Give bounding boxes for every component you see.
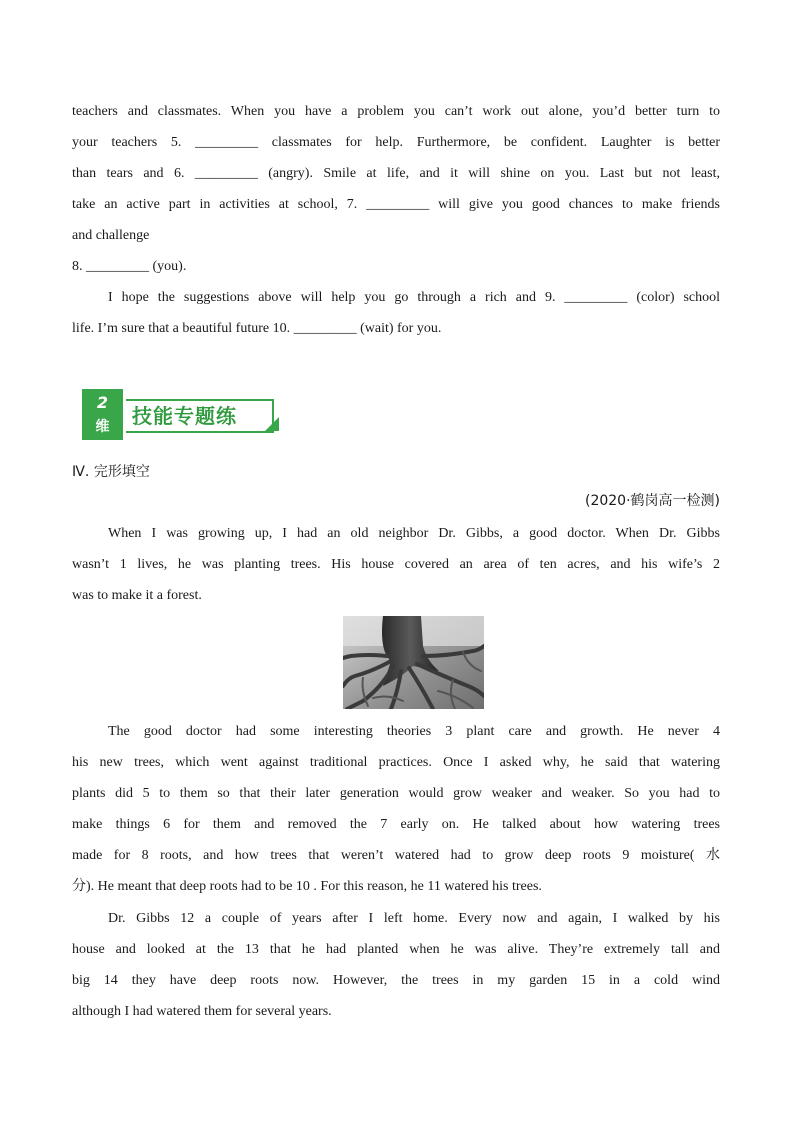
text-line: take an active part in activities at school, 7. _________ will give you good chances to make friends: [72, 197, 720, 212]
text-line: than tears and 6. _________ (angry). Smile at life, and it will shine on you. Last but not least,: [72, 166, 720, 181]
text-line: big 14 they have deep roots now. However, the trees in my garden 15 in a cold wind: [72, 973, 720, 988]
text-line: house and looked at the 13 that he had planted when he was alive. They’re extremely tall and: [72, 942, 720, 957]
badge-tag: [82, 389, 123, 440]
badge-title: 技能专题练: [132, 404, 237, 428]
text-line: 分). He meant that deep roots had to be 10 . For this reason, he 11 watered his trees.: [72, 879, 542, 894]
text-line: made for 8 roots, and how trees that weren’t watered had to grow deep roots 9 moisture( 水: [72, 848, 720, 863]
text-line: The good doctor had some interesting theories 3 plant care and growth. He never 4: [108, 724, 720, 739]
text-line: wasn’t 1 lives, he was planting trees. His house covered an area of ten acres, and his wife’s 2: [72, 557, 720, 572]
badge-dimension: 维: [95, 419, 110, 435]
text-line: Dr. Gibbs 12 a couple of years after I left home. Every now and again, I walked by his: [108, 911, 720, 926]
passage-top: [72, 96, 720, 344]
text-line: I hope the suggestions above will help you go through a rich and 9. _________ (color) school: [108, 290, 720, 305]
cloze-paragraph-2: [72, 716, 720, 902]
text-line: make things 6 for them and removed the 7 early on. He talked about how watering trees: [72, 817, 720, 832]
text-line: his new trees, which went against traditional practices. Once I asked why, he said that watering: [72, 755, 720, 770]
badge-corner-icon: [265, 417, 279, 431]
text-line: your teachers 5. _________ classmates for help. Furthermore, be confident. Laughter is better: [72, 135, 720, 150]
cloze-paragraph-1: [72, 518, 720, 611]
tree-roots-image: [343, 616, 484, 709]
badge-title-bar: [126, 399, 274, 433]
tree-roots-photo: [343, 616, 484, 709]
text-line: and challenge: [72, 228, 150, 243]
text-line: life. I’m sure that a beautiful future 10. _________ (wait) for you.: [72, 321, 442, 336]
text-line: When I was growing up, I had an old neighbor Dr. Gibbs, a good doctor. When Dr. Gibbs: [108, 526, 720, 541]
text-line: teachers and classmates. When you have a problem you can’t work out alone, you’d better turn to: [72, 104, 720, 119]
text-line: although I had watered them for several years.: [72, 1004, 332, 1019]
text-line: 8. _________ (you).: [72, 259, 187, 274]
cloze-paragraph-3: [72, 903, 720, 1027]
section-heading: Ⅳ. 完形填空: [72, 464, 150, 480]
source-note: (2020·鹤岗高一检测): [584, 493, 720, 509]
text-line: plants did 5 to them so that their later generation would grow weaker and weaker. So you had to: [72, 786, 720, 801]
badge-number: 2: [96, 393, 109, 412]
section-badge: [82, 389, 276, 440]
text-line: was to make it a forest.: [72, 588, 202, 603]
